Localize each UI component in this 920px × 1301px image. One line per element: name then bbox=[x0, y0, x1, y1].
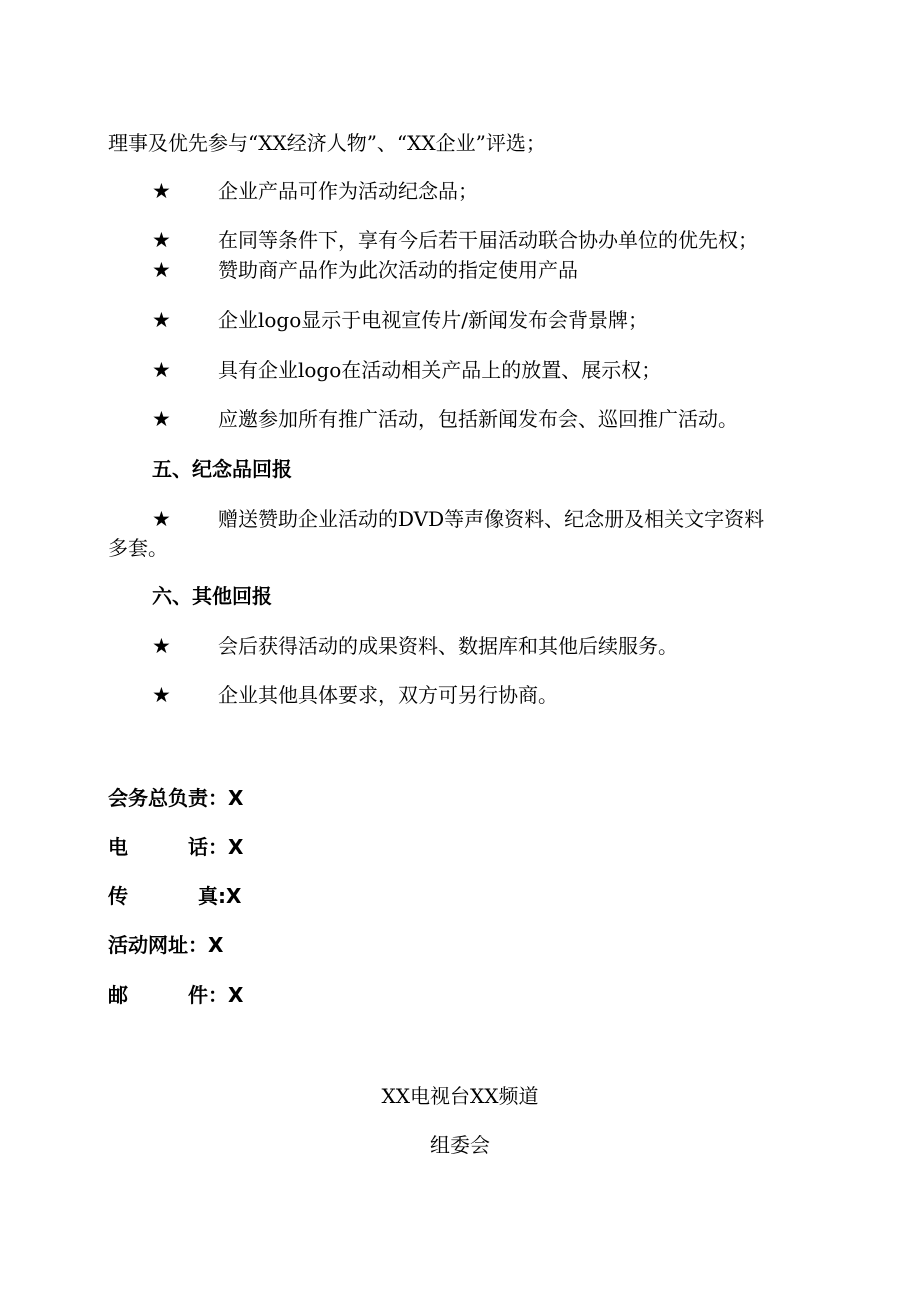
star-icon: ★ bbox=[152, 179, 171, 203]
benefit-item-5 bbox=[152, 356, 661, 384]
contact-mail bbox=[108, 981, 243, 1009]
contact-phone-label-a: 电 bbox=[108, 835, 128, 859]
benefit-item-4 bbox=[152, 306, 648, 334]
section6-item-text: 企业其他具体要求，双方可另行协商。 bbox=[218, 683, 558, 707]
star-icon: ★ bbox=[152, 228, 171, 252]
contact-website: 活动网址：X bbox=[108, 933, 224, 957]
contact-mail-label-b: 件：X bbox=[188, 983, 244, 1007]
section6-item-1 bbox=[152, 632, 678, 660]
star-icon: ★ bbox=[152, 634, 171, 658]
contact-phone bbox=[108, 833, 243, 861]
section5-item bbox=[152, 505, 764, 533]
star-icon: ★ bbox=[152, 683, 171, 707]
contact-manager: 会务总负责：X bbox=[108, 786, 244, 810]
contact-phone-label-b: 话：X bbox=[188, 835, 244, 859]
section5-item-text: 赠送赞助企业活动的DVD等声像资料、纪念册及相关文字资料 bbox=[218, 507, 765, 531]
section6-heading: 六、其他回报 bbox=[152, 584, 272, 608]
benefit-text: 企业产品可作为活动纪念品； bbox=[218, 179, 478, 203]
contact-mail-label-a: 邮 bbox=[108, 983, 128, 1007]
benefit-text: 具有企业logo在活动相关产品上的放置、展示权； bbox=[218, 358, 662, 382]
benefit-item-1 bbox=[152, 177, 478, 205]
star-icon: ★ bbox=[152, 507, 171, 531]
star-icon: ★ bbox=[152, 358, 171, 382]
contact-fax-label-b: 真:X bbox=[198, 884, 242, 908]
benefit-text: 企业logo显示于电视宣传片/新闻发布会背景牌； bbox=[218, 308, 649, 332]
section5-item-continuation: 多套。 bbox=[108, 536, 168, 560]
benefit-text: 应邀参加所有推广活动，包括新闻发布会、巡回推广活动。 bbox=[218, 407, 738, 431]
intro-line: 理事及优先参与“XX经济人物”、“XX企业”评选； bbox=[108, 131, 546, 155]
benefit-text: 在同等条件下，享有今后若干届活动联合协办单位的优先权； bbox=[218, 228, 758, 252]
signature-committee: 组委会 bbox=[430, 1133, 490, 1157]
star-icon: ★ bbox=[152, 308, 171, 332]
star-icon: ★ bbox=[152, 407, 171, 431]
section5-heading: 五、纪念品回报 bbox=[152, 457, 292, 481]
contact-fax bbox=[108, 882, 241, 910]
benefit-item-6 bbox=[152, 405, 738, 433]
star-icon: ★ bbox=[152, 258, 171, 282]
signature-org: XX电视台XX频道 bbox=[381, 1084, 539, 1108]
benefit-text: 赞助商产品作为此次活动的指定使用产品 bbox=[218, 258, 578, 282]
section6-item-text: 会后获得活动的成果资料、数据库和其他后续服务。 bbox=[218, 634, 678, 658]
benefit-item-3 bbox=[152, 256, 578, 284]
section6-item-2 bbox=[152, 681, 558, 709]
benefit-item-2 bbox=[152, 226, 758, 254]
contact-fax-label-a: 传 bbox=[108, 884, 128, 908]
